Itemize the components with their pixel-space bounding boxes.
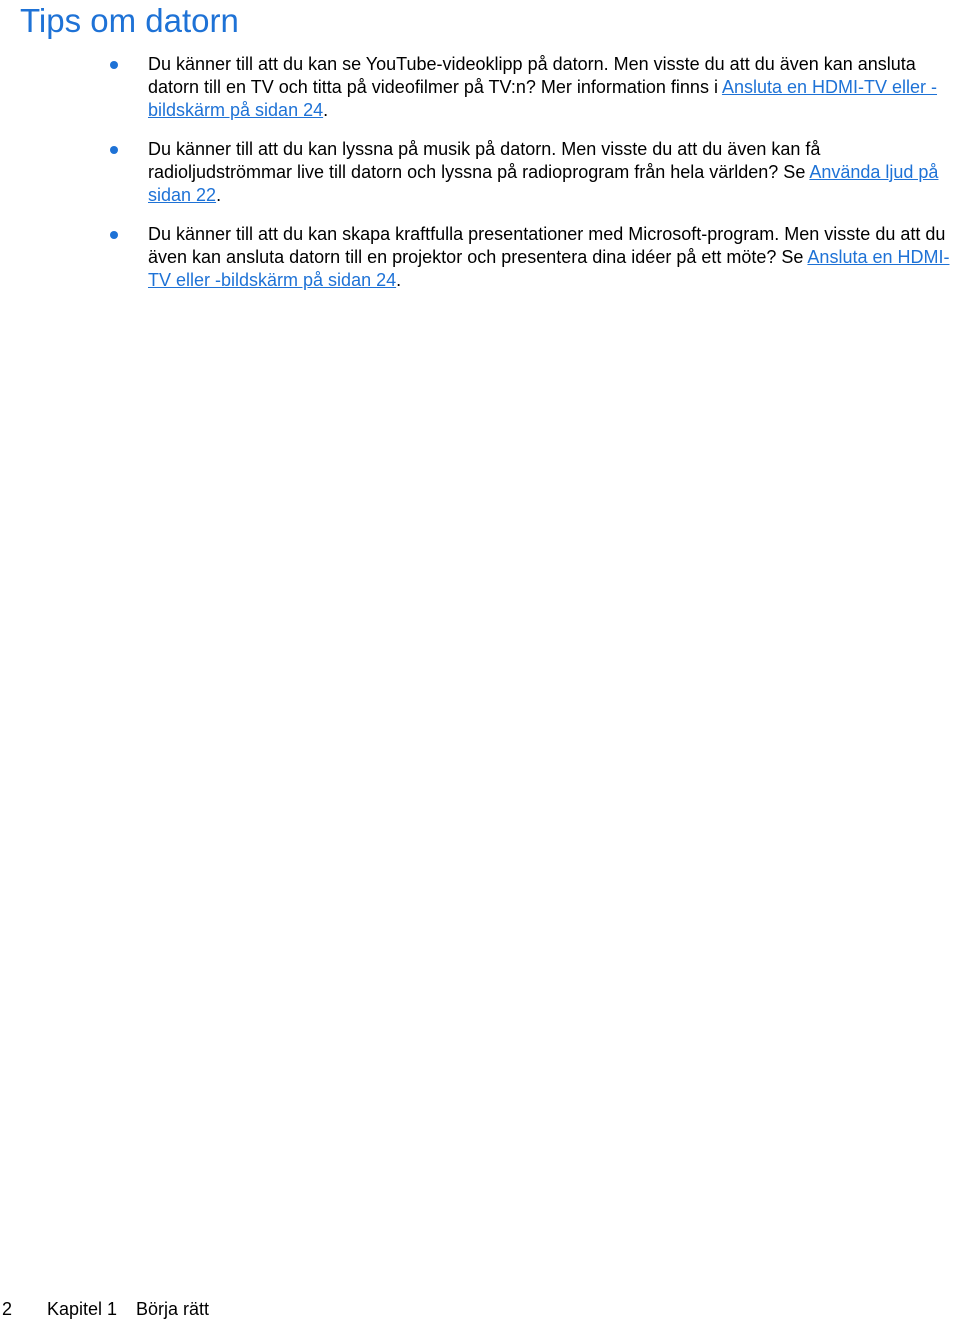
tip-text: Du känner till att du kan se YouTube-videoklipp på datorn. Men visste du att du även kan ansluta datorn till en TV och titta på videofilmer på TV:n? Mer information finns i bbox=[148, 54, 916, 97]
link-anvanda-ljud[interactable]: Använda ljud på sidan 22 bbox=[148, 162, 939, 205]
list-item bbox=[0, 223, 960, 292]
bullet-icon bbox=[110, 231, 118, 239]
page-number: 2 bbox=[2, 1299, 13, 1319]
chapter-title: Börja rätt bbox=[136, 1299, 210, 1319]
link-ansluta-hdmi[interactable]: Ansluta en HDMI-TV eller -bildskärm på sidan 24 bbox=[148, 77, 938, 120]
tip-text-end: . bbox=[396, 270, 402, 290]
link-ansluta-hdmi[interactable]: Ansluta en HDMI-TV eller -bildskärm på sidan 24 bbox=[148, 247, 950, 290]
list-item bbox=[0, 53, 960, 122]
bullet-icon bbox=[110, 61, 118, 69]
tip-text: Du känner till att du kan lyssna på musik på datorn. Men visste du att du även kan få radioljudströmmar live till datorn och lyssna på radioprogram från hela världen? Se bbox=[148, 139, 821, 182]
page-title: Tips om datorn bbox=[20, 2, 239, 39]
tip-text-end: . bbox=[216, 185, 222, 205]
chapter-label: Kapitel 1 bbox=[47, 1299, 118, 1319]
bullet-icon bbox=[110, 146, 118, 154]
tip-text: Du känner till att du kan skapa kraftfulla presentationer med Microsoft-program. Men visste du att du även kan ansluta datorn till en projektor och presentera dina idéer på ett möte? Se bbox=[148, 224, 946, 267]
list-item bbox=[0, 138, 960, 207]
tip-text-end: . bbox=[323, 100, 329, 120]
tips-list bbox=[0, 53, 960, 308]
